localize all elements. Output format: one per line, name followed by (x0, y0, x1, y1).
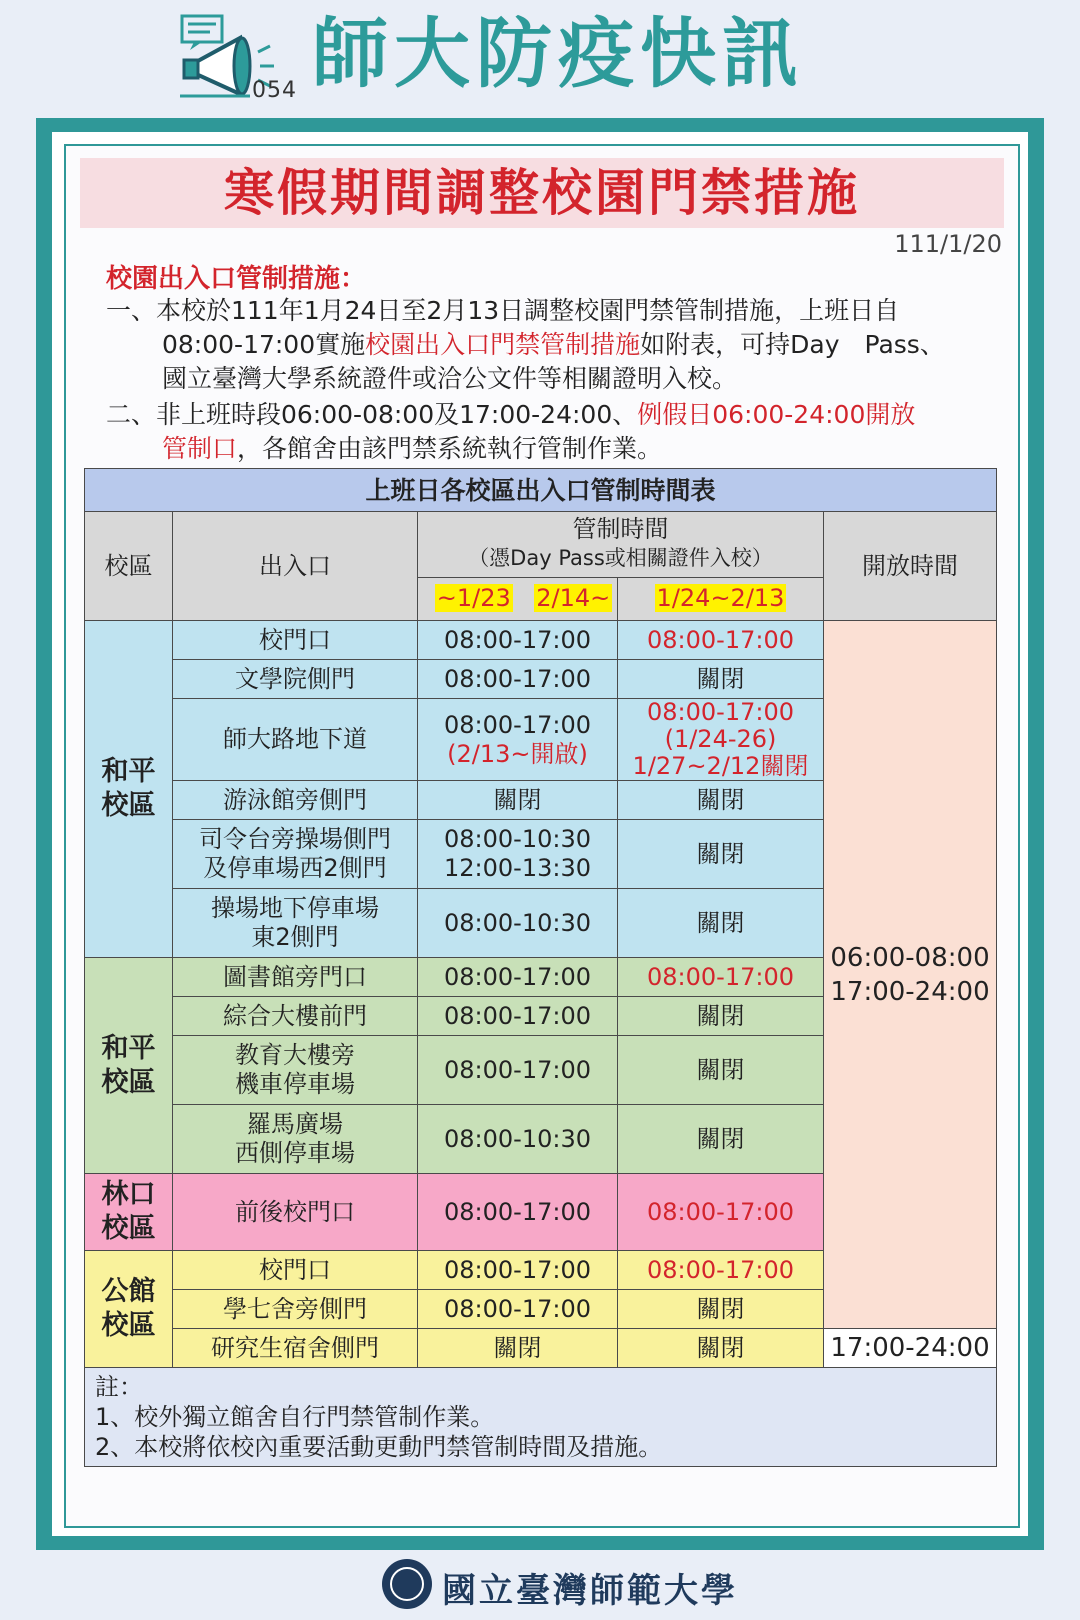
entrance-line1: 羅馬廣場 (247, 1110, 343, 1138)
campus-heping-1-label: 和平 校區 (101, 756, 156, 821)
entrance-line1: 司令台旁操場側門 (199, 825, 391, 853)
winter-time: 08:00-17:00 (618, 621, 824, 660)
open-time-cell (824, 621, 997, 1329)
entrance-cell: 文學院側門 (173, 660, 418, 699)
entrance-cell: 游泳館旁側門 (173, 781, 418, 820)
winter-time: 08:00-17:00 (618, 1174, 824, 1251)
notice-title: 寒假期間調整校園門禁措施 (80, 158, 1004, 228)
entrance-cell: 前後校門口 (173, 1174, 418, 1251)
normal-time (418, 699, 618, 781)
header-period1b (530, 577, 618, 620)
notes-cell (85, 1368, 997, 1467)
header-control-label: 管制時間 (572, 515, 669, 544)
campus-gongguan (85, 1251, 173, 1368)
header-row-1 (85, 512, 997, 578)
normal-time-main: 08:00-17:00 (444, 710, 591, 739)
normal-time: 08:00-17:00 (418, 1251, 618, 1290)
entrance-line2: 東2側門 (251, 923, 339, 951)
entrance-line2: 及停車場西2側門 (203, 854, 387, 882)
item2-text2b: ，各館舍由該門禁系統執行管制作業。 (237, 434, 663, 463)
notice-panel (64, 144, 1020, 1528)
normal-time (418, 820, 618, 889)
item1-line3 (162, 362, 737, 396)
normal-time: 08:00-17:00 (418, 1174, 618, 1251)
header-open: 開放時間 (824, 512, 997, 621)
header-period1a (418, 577, 530, 620)
entrance-line1: 教育大樓旁 (235, 1041, 355, 1069)
item2-text1a: 二、非上班時段06:00-08:00及17:00-24:00、 (106, 400, 638, 429)
winter-time: 關閉 (618, 1290, 824, 1329)
item1-text2a: 08:00-17:00實施 (162, 330, 366, 359)
entrance-cell: 師大路地下道 (173, 699, 418, 781)
normal-time: 08:00-17:00 (418, 997, 618, 1036)
university-name: 國立臺灣師範大學 (442, 1571, 738, 1611)
winter-time: 關閉 (618, 820, 824, 889)
winter-time: 關閉 (618, 781, 824, 820)
normal-time: 08:00-17:00 (418, 621, 618, 660)
note-1: 1、校外獨立館舍自行門禁管制作業。 (95, 1403, 495, 1431)
period2-label: 1/24~2/13 (656, 584, 785, 613)
entrance-cell: 圖書館旁門口 (173, 958, 418, 997)
period1a-label: ~1/23 (436, 584, 511, 613)
normal-time: 08:00-17:00 (418, 1036, 618, 1105)
normal-time-line2: 12:00-13:30 (444, 854, 591, 882)
entrance-cell: 校門口 (173, 621, 418, 660)
item1-text2b: 如附表，可持Day Pass、 (640, 330, 945, 359)
header-period2 (618, 577, 824, 620)
entrance-line2: 西側停車場 (235, 1139, 355, 1167)
winter-time: 關閉 (618, 1036, 824, 1105)
item1-line1 (106, 294, 899, 328)
normal-time-note: (2/13~開啟) (447, 739, 588, 768)
table-title-row (85, 469, 997, 512)
entrance-cell: 綜合大樓前門 (173, 997, 418, 1036)
winter-time: 08:00-17:00 (618, 1251, 824, 1290)
entrance-cell (173, 889, 418, 958)
entrance-cell: 校門口 (173, 1251, 418, 1290)
issue-number: 054 (252, 78, 297, 103)
open-time-grad: 17:00-24:00 (824, 1329, 997, 1368)
university-seal-icon (382, 1559, 432, 1609)
item1-line2 (162, 328, 945, 362)
winter-time: 關閉 (618, 889, 824, 958)
normal-time: 08:00-17:00 (418, 660, 618, 699)
open-time-2: 17:00-24:00 (830, 976, 990, 1007)
item2-line1 (106, 398, 915, 432)
schedule-table-wrap (84, 468, 996, 1467)
item1-text1: 一、本校於111年1月24日至2月13日調整校園門禁管制措施，上班日自 (106, 296, 900, 325)
winter-time-note2: 1/27~2/12關閉 (632, 752, 809, 780)
open-time-1: 06:00-08:00 (830, 942, 990, 973)
footer (0, 1555, 1080, 1620)
note-2: 2、本校將依校內重要活動更動門禁管制時間及措施。 (95, 1433, 663, 1461)
item1-text3: 國立臺灣大學系統證件或洽公文件等相關證明入校。 (162, 364, 738, 393)
header-control (418, 512, 824, 578)
campus-gongguan-label: 公館 校區 (101, 1276, 156, 1341)
item1-text2-red: 校園出入口門禁管制措施 (365, 330, 641, 359)
entrance-line2: 機車停車場 (235, 1070, 355, 1098)
campus-linkou-label: 林口 校區 (101, 1179, 156, 1244)
entrance-cell: 研究生宿舍側門 (173, 1329, 418, 1368)
schedule-table (84, 468, 997, 1467)
header-campus: 校區 (85, 512, 173, 621)
period1b-label: 2/14~ (536, 584, 611, 613)
header-entrance: 出入口 (173, 512, 418, 621)
section-heading: 校園出入口管制措施： (106, 264, 367, 294)
winter-time: 08:00-17:00 (618, 958, 824, 997)
normal-time: 08:00-17:00 (418, 1290, 618, 1329)
notes-head: 註： (95, 1373, 143, 1401)
winter-time: 關閉 (618, 997, 824, 1036)
entrance-cell: 學七舍旁側門 (173, 1290, 418, 1329)
normal-time-line1: 08:00-10:30 (444, 825, 591, 853)
header (0, 0, 1080, 118)
bulletin-title: 師大防疫快訊 (312, 9, 804, 98)
notice-frame (36, 118, 1044, 1550)
entrance-cell (173, 1105, 418, 1174)
winter-time: 關閉 (618, 1105, 824, 1174)
item2-line2 (162, 432, 662, 466)
winter-time-note1: (1/24-26) (664, 725, 777, 753)
winter-time (618, 699, 824, 781)
campus-linkou (85, 1174, 173, 1251)
winter-time-main: 08:00-17:00 (647, 698, 794, 726)
campus-heping-2 (85, 958, 173, 1174)
campus-heping-2-label: 和平 校區 (101, 1032, 156, 1098)
table-row (85, 621, 997, 660)
item2-text1-red: 例假日06:00-24:00開放 (637, 400, 916, 429)
winter-time: 關閉 (618, 1329, 824, 1368)
entrance-cell (173, 1036, 418, 1105)
header-control-sub: （憑Day Pass或相關證件入校） (468, 546, 773, 571)
winter-time: 關閉 (618, 660, 824, 699)
table-title: 上班日各校區出入口管制時間表 (85, 469, 997, 512)
normal-time: 關閉 (418, 781, 618, 820)
notice-inner (52, 132, 1028, 1536)
table-row (85, 1329, 997, 1368)
entrance-cell (173, 820, 418, 889)
entrance-line1: 操場地下停車場 (211, 894, 379, 922)
normal-time: 08:00-17:00 (418, 958, 618, 997)
notice-date: 111/1/20 (894, 230, 1002, 258)
normal-time: 關閉 (418, 1329, 618, 1368)
item2-text2-red: 管制口 (162, 434, 238, 463)
notes-row (85, 1368, 997, 1467)
campus-heping-1 (85, 621, 173, 958)
normal-time: 08:00-10:30 (418, 889, 618, 958)
normal-time: 08:00-10:30 (418, 1105, 618, 1174)
